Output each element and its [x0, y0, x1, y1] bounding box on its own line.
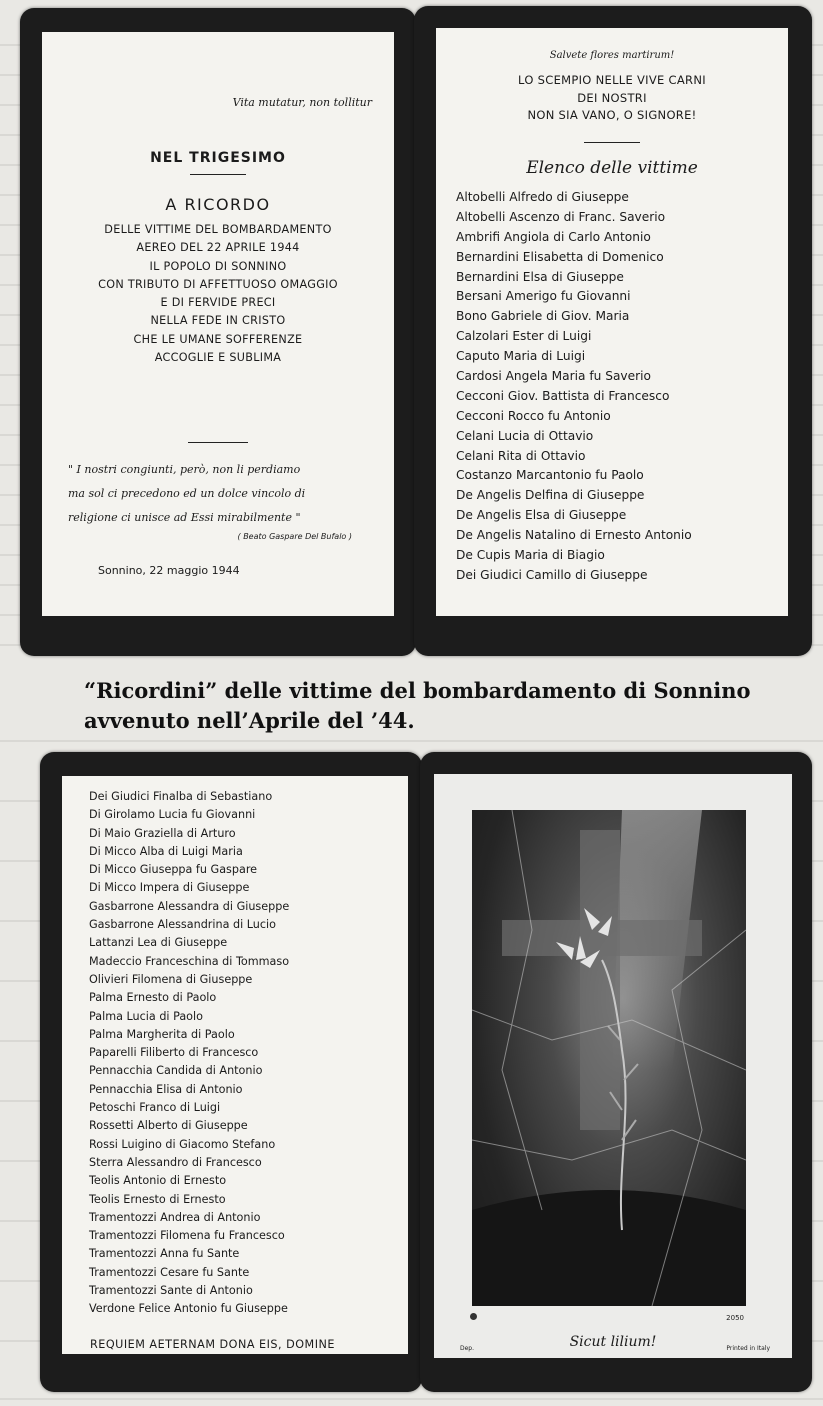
list-item: De Angelis Elsa di Giuseppe	[456, 508, 627, 523]
circle-mark	[470, 1313, 477, 1320]
list-item: Gasbarrone Alessandrina di Lucio	[89, 918, 276, 932]
ground	[472, 1190, 746, 1306]
dedication-line: IL POPOLO DI SONNINO	[149, 259, 287, 273]
card-paper	[62, 776, 408, 1354]
scempio-line: NON SIA VANO, O SIGNORE!	[527, 108, 697, 122]
cross-and-lily-image	[472, 810, 746, 1306]
dedication-line: E DI FERVIDE PRECI	[160, 296, 276, 310]
card-ricordo: A RICORDO	[165, 195, 271, 214]
scempio-line: LO SCEMPIO NELLE VIVE CARNI	[518, 73, 706, 87]
list-item: Pennacchia Elisa di Antonio	[89, 1082, 243, 1096]
list-item: Gasbarrone Alessandra di Giuseppe	[89, 899, 290, 913]
list-item: Paparelli Filiberto di Francesco	[89, 1046, 259, 1060]
list-item: Di Maio Graziella di Arturo	[89, 826, 236, 840]
caption-line: “Ricordini” delle vittime del bombardamento di Sonnino	[84, 678, 751, 703]
list-item: Celani Rita di Ottavio	[456, 448, 586, 463]
dep-label: Dep.	[460, 1345, 475, 1352]
card-heading: NEL TRIGESIMO	[150, 150, 286, 166]
card-paper	[42, 32, 394, 616]
caption-line: avvenuto nell’Aprile del ’44.	[84, 708, 415, 733]
card-paper	[436, 28, 788, 616]
memorial-card-image	[420, 752, 812, 1392]
dedication-line: ACCOGLIE E SUBLIMA	[154, 351, 282, 365]
image-number: 2050	[726, 1314, 744, 1322]
list-item: Cecconi Giov. Battista di Francesco	[456, 388, 670, 403]
place-date: Sonnino, 22 maggio 1944	[98, 564, 240, 577]
figure-caption	[84, 676, 804, 736]
list-item: Tramentozzi Filomena fu Francesco	[89, 1229, 285, 1243]
quote-line: " I nostri congiunti, però, non li perdiamo	[68, 463, 301, 476]
list-item: De Angelis Delfina di Giuseppe	[456, 488, 645, 503]
salvete-motto: Salvete flores martirum!	[549, 50, 675, 61]
cross-vertical	[580, 830, 620, 1130]
list-item: Celani Lucia di Ottavio	[456, 428, 594, 443]
list-item: Costanzo Marcantonio fu Paolo	[456, 468, 644, 483]
list-item: Di Micco Alba di Luigi Maria	[89, 844, 243, 858]
list-item: Tramentozzi Sante di Antonio	[89, 1284, 253, 1298]
list-item: Altobelli Alfredo di Giuseppe	[456, 190, 629, 204]
scempio-text	[436, 72, 788, 125]
list-item: Caputo Maria di Luigi	[456, 349, 586, 364]
list-item: Palma Margherita di Paolo	[89, 1027, 235, 1041]
list-item: Lattanzi Lea di Giuseppe	[89, 936, 228, 950]
card-paper	[434, 774, 792, 1358]
victims-list	[456, 188, 784, 586]
dedication-line: CHE LE UMANE SOFFERENZE	[133, 332, 303, 346]
list-item: Cardosi Angela Maria fu Saverio	[456, 369, 651, 384]
list-item: Rossetti Alberto di Giuseppe	[89, 1119, 248, 1133]
list-item: Bersani Amerigo fu Giovanni	[456, 289, 631, 304]
list-item: Dei Giudici Camillo di Giuseppe	[456, 567, 648, 582]
cross-lily-illustration	[472, 810, 746, 1306]
list-item: Tramentozzi Anna fu Sante	[89, 1247, 240, 1261]
list-item: Cecconi Rocco fu Antonio	[456, 408, 611, 423]
quote-line: religione ci unisce ad Essi mirabilmente "	[68, 511, 301, 524]
list-item: Di Micco Giuseppa fu Gaspare	[89, 863, 258, 877]
list-item: Palma Ernesto di Paolo	[89, 991, 217, 1005]
sicut-lilium-caption: Sicut lilium!	[569, 1334, 657, 1350]
list-item: Calzolari Ester di Luigi	[456, 329, 592, 344]
card-motto: Vita mutatur, non tollitur	[232, 96, 372, 109]
list-item: Bernardini Elsa di Giuseppe	[456, 269, 624, 284]
quote-text	[68, 458, 384, 530]
list-item: De Angelis Natalino di Ernesto Antonio	[456, 528, 692, 543]
list-item: Pennacchia Candida di Antonio	[89, 1064, 263, 1078]
memorial-card-dedication	[20, 8, 416, 656]
list-item: Ambrifi Angiola di Carlo Antonio	[456, 229, 651, 244]
list-item: Palma Lucia di Paolo	[89, 1009, 203, 1023]
cross-horizontal	[502, 920, 702, 956]
list-item: Olivieri Filomena di Giuseppe	[89, 972, 253, 986]
list-item: Bernardini Elisabetta di Domenico	[456, 249, 664, 264]
list-item: Bono Gabriele di Giov. Maria	[456, 309, 630, 324]
list-item: Petoschi Franco di Luigi	[89, 1101, 221, 1115]
list-item: Tramentozzi Andrea di Antonio	[89, 1210, 261, 1224]
list-item: Madeccio Franceschina di Tommaso	[89, 954, 290, 968]
printed-label: Printed in Italy	[726, 1345, 770, 1352]
dedication-line: DELLE VITTIME DEL BOMBARDAMENTO	[104, 223, 332, 236]
quote-line: ma sol ci precedono ed un dolce vincolo di	[68, 487, 306, 500]
list-item: Teolis Antonio di Ernesto	[89, 1174, 227, 1188]
dedication-line: CON TRIBUTO DI AFFETTUOSO OMAGGIO	[98, 277, 338, 291]
list-item: Tramentozzi Cesare fu Sante	[89, 1265, 250, 1279]
list-item: Teolis Ernesto di Ernesto	[89, 1192, 226, 1206]
divider	[190, 174, 246, 175]
scempio-line: DEI NOSTRI	[577, 90, 647, 105]
list-item: Verdone Felice Antonio fu Giuseppe	[89, 1302, 288, 1316]
dedication-line: NELLA FEDE IN CRISTO	[150, 314, 286, 328]
list-item: Sterra Alessandro di Francesco	[89, 1155, 262, 1169]
list-item: Rossi Luigino di Giacomo Stefano	[89, 1137, 276, 1151]
memorial-card-victims-list-1	[414, 6, 812, 656]
memorial-card-victims-list-2	[40, 752, 422, 1392]
requiem-text: REQUIEM AETERNAM DONA EIS, DOMINE	[90, 1338, 335, 1351]
list-item: Di Girolamo Lucia fu Giovanni	[89, 808, 256, 822]
list-item: Dei Giudici Finalba di Sebastiano	[89, 790, 273, 803]
victims-list-title: Elenco delle vittime	[526, 158, 698, 178]
divider	[584, 142, 640, 143]
dedication-text	[42, 221, 394, 367]
list-item: Di Micco Impera di Giuseppe	[89, 881, 250, 895]
dedication-line: AEREO DEL 22 APRILE 1944	[136, 241, 300, 255]
list-item: Altobelli Ascenzo di Franc. Saverio	[456, 209, 666, 224]
divider	[188, 442, 248, 443]
list-item: De Cupis Maria di Biagio	[456, 548, 605, 563]
quote-attribution: ( Beato Gaspare Del Bufalo )	[237, 532, 352, 541]
victims-list	[89, 788, 404, 1319]
